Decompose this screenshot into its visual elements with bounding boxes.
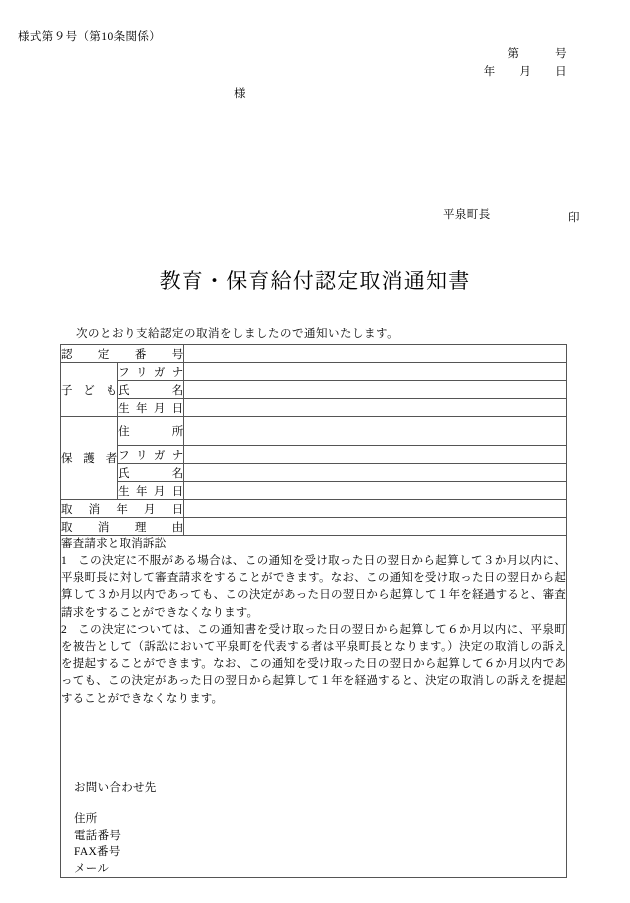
- contact-block: [61, 780, 566, 878]
- label-text: 氏 名: [118, 384, 184, 397]
- contact-phone-label: 電話番号: [74, 829, 122, 842]
- seal-icon: 印: [568, 212, 580, 224]
- contact-spacer: [74, 796, 566, 811]
- table-row: [61, 345, 567, 363]
- form-number: 様式第９号（第10条関係）: [18, 31, 162, 43]
- notice-paragraph-1-text: この決定に不服がある場合は、この通知を受け取った日の翌日から起算して３か月以内に、平泉町長に対して審査請求をすることができます。なお、この通知を受け取った日の翌日から起算して３か月以内であっても、この決定があった日の翌日から起算して１年を経過すると、審査請求をすることができなくなります。: [61, 555, 566, 619]
- label-text: 取 消 理 由: [61, 521, 184, 534]
- label-child-birthdate: [118, 399, 184, 417]
- contact-mail-label: メール: [74, 862, 110, 875]
- document-date-field: 年 月 日: [483, 66, 567, 78]
- label-guardian-name: [118, 464, 184, 482]
- label-guardian-address: [118, 417, 184, 446]
- lead-text: 次のとおり支給認定の取消をしましたので通知いたします。: [76, 328, 400, 340]
- label-guardian-group: [61, 417, 118, 500]
- table-row: [61, 500, 567, 518]
- label-text: 保 護 者: [61, 453, 118, 465]
- table-row: [61, 446, 567, 464]
- table-row: [61, 381, 567, 399]
- table-row: [61, 464, 567, 482]
- notice-paragraph-2-number: 2: [61, 623, 67, 636]
- label-cancel-reason: [61, 518, 184, 536]
- label-guardian-birthdate: [118, 482, 184, 500]
- value-certification-number[interactable]: [184, 345, 567, 363]
- table-row: [61, 363, 567, 381]
- notice-paragraph-1: [61, 553, 566, 622]
- label-child-group: [61, 363, 118, 417]
- value-guardian-furigana[interactable]: [184, 446, 567, 464]
- table-row: [61, 399, 567, 417]
- notice-heading: 審査請求と取消訴訟: [61, 538, 167, 550]
- label-text: 生 年 月 日: [118, 402, 184, 415]
- label-certification-number: [61, 345, 184, 363]
- value-child-name[interactable]: [184, 381, 567, 399]
- contact-heading: お問い合わせ先: [74, 781, 157, 794]
- label-cancel-date: [61, 500, 184, 518]
- value-guardian-address[interactable]: [184, 417, 567, 446]
- value-guardian-birthdate[interactable]: [184, 482, 567, 500]
- value-guardian-name[interactable]: [184, 464, 567, 482]
- recipient-honorific: 様: [234, 88, 246, 100]
- contact-address-label: 住所: [74, 813, 98, 826]
- notice-paragraph-2: [61, 622, 566, 708]
- document-number-field: 第 号: [507, 48, 567, 60]
- label-child-name: [118, 381, 184, 399]
- value-child-furigana[interactable]: [184, 363, 567, 381]
- value-cancel-date[interactable]: [184, 500, 567, 518]
- table-row: [61, 482, 567, 500]
- label-text: フ リ ガ ナ: [118, 366, 184, 379]
- notice-paragraph-1-number: 1: [61, 555, 67, 567]
- label-text: 氏 名: [118, 467, 184, 480]
- notice-row: [61, 536, 567, 878]
- label-text: フ リ ガ ナ: [118, 449, 184, 462]
- notice-paragraph-2-text: この決定については、この通知書を受け取った日の翌日から起算して６か月以内に、平泉町を被告として（訴訟において平泉町を代表する者は平泉町長となります。）決定の取消しの訴えを提起することができます。なお、この通知を受け取った日の翌日から起算して６か月以内であっても、この決定があった日の翌日から起算して１年を経過すると、決定の取消しの訴えを提起することができなくなります。: [61, 623, 566, 705]
- label-guardian-furigana: [118, 446, 184, 464]
- notice-block: [61, 536, 567, 878]
- table-row: [61, 518, 567, 536]
- label-child-furigana: [118, 363, 184, 381]
- label-text: 取 消 年 月 日: [61, 503, 184, 516]
- value-cancel-reason[interactable]: [184, 518, 567, 536]
- value-child-birthdate[interactable]: [184, 399, 567, 417]
- label-text: 住 所: [118, 426, 184, 438]
- label-text: 子 ど も: [61, 384, 118, 397]
- label-text: 認 定 番 号: [61, 348, 184, 361]
- page-title: 教育・保育給付認定取消通知書: [159, 269, 471, 293]
- table-row: [61, 417, 567, 446]
- contact-fax-label: FAX番号: [74, 846, 121, 859]
- issuer-name: 平泉町長: [443, 209, 491, 221]
- certification-cancellation-table: [60, 344, 567, 878]
- label-text: 生 年 月 日: [118, 485, 184, 498]
